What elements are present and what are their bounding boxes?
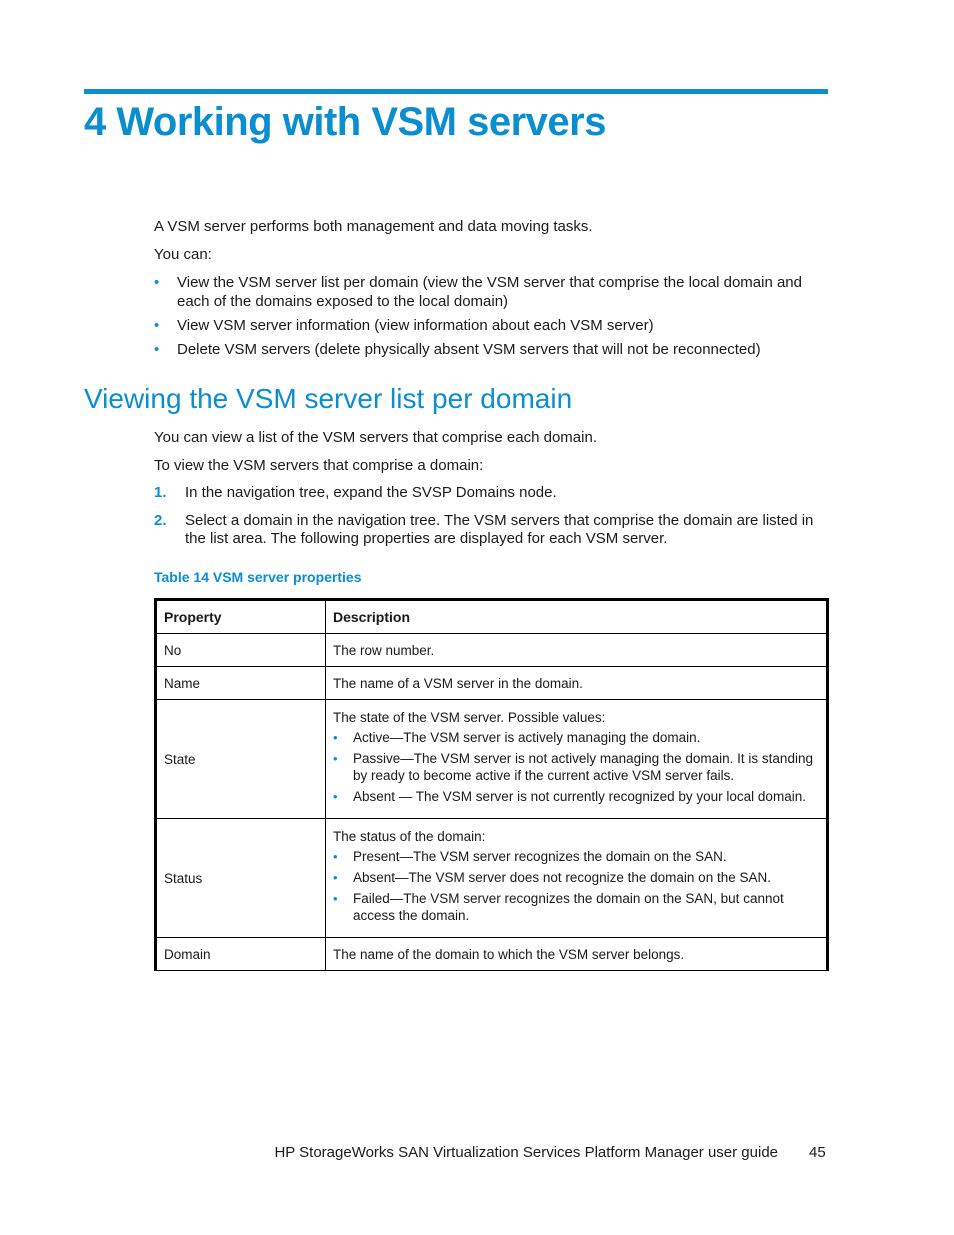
table-row	[156, 819, 828, 938]
property-cell: Domain	[156, 938, 326, 971]
section-intro: You can view a list of the VSM servers that comprise each domain.	[154, 429, 597, 446]
list-item	[154, 340, 826, 359]
chapter-bullet-list	[154, 273, 826, 364]
description-cell: The row number.	[326, 634, 828, 667]
header-property: Property	[156, 600, 326, 634]
step-item	[154, 512, 826, 548]
list-item	[333, 750, 819, 784]
section-lead: To view the VSM servers that comprise a domain:	[154, 457, 484, 474]
list-item	[333, 890, 819, 924]
property-cell: Name	[156, 667, 326, 700]
list-item	[333, 869, 819, 886]
table-header-row	[156, 600, 828, 634]
steps-list	[154, 484, 826, 558]
table-row	[156, 938, 828, 971]
page-number: 45	[809, 1144, 826, 1161]
list-item	[333, 788, 819, 805]
values-list	[333, 729, 819, 805]
list-item-text: Failed—The VSM server recognizes the domain on the SAN, but cannot access the domain.	[353, 891, 784, 923]
step-number: 1.	[154, 484, 167, 501]
bullet-icon: •	[154, 274, 160, 291]
description-text: The state of the VSM server. Possible values:	[333, 710, 606, 725]
step-text: Select a domain in the navigation tree. The VSM servers that comprise the domain are listed in the list area. The following properties are displayed for each VSM server.	[185, 512, 814, 547]
table-row	[156, 667, 828, 700]
list-item	[154, 316, 826, 335]
footer-title: HP StorageWorks SAN Virtualization Services Platform Manager user guide	[274, 1144, 778, 1161]
list-item-text: Active—The VSM server is actively managing the domain.	[353, 730, 701, 745]
description-cell: The name of the domain to which the VSM server belongs.	[326, 938, 828, 971]
table-row	[156, 700, 828, 819]
bullet-icon: •	[154, 317, 160, 334]
bullet-icon: •	[333, 730, 338, 745]
bullet-icon: •	[333, 891, 338, 906]
property-cell: State	[156, 700, 326, 819]
step-text: In the navigation tree, expand the SVSP Domains node.	[185, 484, 557, 501]
bullet-icon: •	[333, 751, 338, 766]
list-item	[333, 729, 819, 746]
description-cell	[326, 819, 828, 938]
header-description: Description	[326, 600, 828, 634]
values-list	[333, 848, 819, 924]
chapter-title: 4 Working with VSM servers	[84, 100, 606, 144]
bullet-icon: •	[333, 789, 338, 804]
bullet-icon: •	[333, 849, 338, 864]
bullet-icon: •	[154, 341, 160, 358]
description-cell	[326, 700, 828, 819]
list-item-text: View the VSM server list per domain (view the VSM server that comprise the local domain and each of the domains exposed to the local domain)	[177, 274, 802, 310]
table-caption: Table 14 VSM server properties	[154, 569, 362, 585]
section-title: Viewing the VSM server list per domain	[84, 383, 573, 414]
list-item	[333, 848, 819, 865]
list-item-text: View VSM server information (view information about each VSM server)	[177, 317, 654, 334]
chapter-rule	[84, 89, 828, 94]
list-item-text: Absent—The VSM server does not recognize the domain on the SAN.	[353, 870, 771, 885]
step-item	[154, 484, 826, 502]
description-cell: The name of a VSM server in the domain.	[326, 667, 828, 700]
table-row	[156, 634, 828, 667]
list-item-text: Absent — The VSM server is not currently recognized by your local domain.	[353, 789, 806, 804]
description-text: The status of the domain:	[333, 829, 486, 844]
property-cell: Status	[156, 819, 326, 938]
list-item	[154, 273, 826, 311]
step-number: 2.	[154, 512, 167, 529]
property-cell: No	[156, 634, 326, 667]
list-item-text: Delete VSM servers (delete physically absent VSM servers that will not be reconnected)	[177, 341, 761, 358]
chapter-intro: A VSM server performs both management and data moving tasks.	[154, 218, 593, 235]
list-item-text: Passive—The VSM server is not actively managing the domain. It is standing by ready to become active if the current active VSM server fails.	[353, 751, 813, 783]
bullet-icon: •	[333, 870, 338, 885]
properties-table	[154, 598, 829, 971]
you-can-label: You can:	[154, 246, 212, 263]
list-item-text: Present—The VSM server recognizes the domain on the SAN.	[353, 849, 727, 864]
